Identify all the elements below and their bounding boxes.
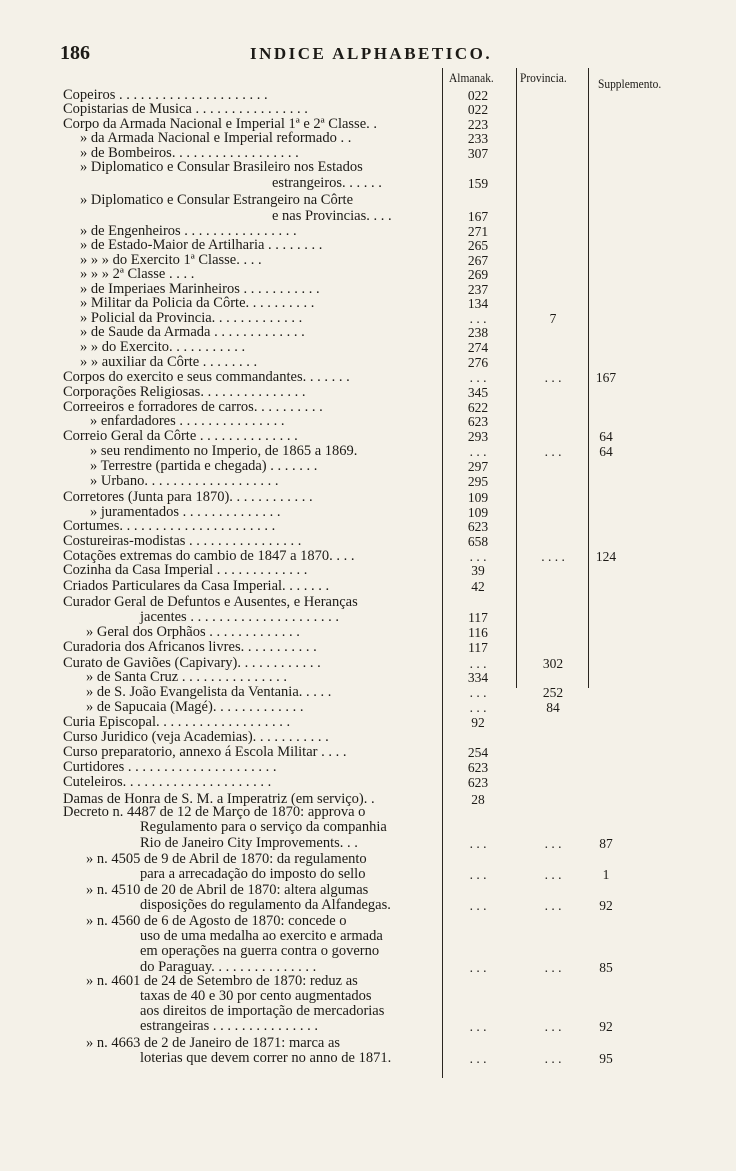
entry-text: Correeiros e forradores de carros. . . . . . . . . . xyxy=(63,399,323,415)
index-entry xyxy=(0,459,736,474)
entry-text: Cortumes. . . . . . . . . . . . . . . . . . . . . . xyxy=(63,518,276,534)
entry-text: Regulamento para o serviço da companhia xyxy=(140,819,387,835)
entry-almanak-page-value: 92 xyxy=(471,715,485,730)
entry-text: disposições do regulamento da Alfandegas. xyxy=(140,897,391,913)
entry-text: em operações na guerra contra o governo xyxy=(140,943,380,959)
entry-text: Curato de Gaviões (Capivary). . . . . . . . . . . . xyxy=(63,655,321,671)
entry-provincia-page-value: . . . xyxy=(544,1019,562,1034)
entry-text: » enfardadores . . . . . . . . . . . . . . . xyxy=(90,413,285,429)
entry-almanak-page-value: 297 xyxy=(467,459,489,474)
index-entry xyxy=(0,238,736,253)
entry-text: » Diplomatico e Consular Brasileiro nos Estados xyxy=(80,159,363,175)
entry-text: Costureiras-modistas . . . . . . . . . . . . . . . . xyxy=(63,533,302,549)
entry-text: Cuteleiros. . . . . . . . . . . . . . . . . . . . . xyxy=(63,774,272,790)
entry-almanak-page-value: 334 xyxy=(467,670,489,685)
page-number: 186 xyxy=(60,42,90,64)
entry-text: » n. 4560 de 6 de Agosto de 1870: concede o xyxy=(86,913,347,929)
entry-text: taxas de 40 e 30 por cento augmentados xyxy=(140,988,372,1004)
entry-almanak-page-value: 623 xyxy=(467,775,489,790)
entry-text: » de Saude da Armada . . . . . . . . . . . . . xyxy=(80,324,305,340)
index-entry xyxy=(0,685,736,700)
entry-text: Copeiros . . . . . . . . . . . . . . . . . . . . . xyxy=(63,87,268,103)
entry-text: » n. 4510 de 20 de Abril de 1870: altera algumas xyxy=(86,882,369,898)
entry-almanak-page-value: . . . xyxy=(469,867,487,882)
index-entry xyxy=(0,883,736,898)
entry-almanak-page-value: . . . xyxy=(469,1019,487,1034)
entry-text: estrangeiros. . . . . . xyxy=(272,175,382,191)
index-entry xyxy=(0,102,736,117)
index-entry xyxy=(0,563,736,578)
entry-provincia-page-value: . . . xyxy=(544,1051,562,1066)
entry-text: » » do Exercito. . . . . . . . . . . xyxy=(80,339,246,355)
entry-text: » n. 4601 de 24 de Setembro de 1870: reduz as xyxy=(86,973,358,989)
index-entry xyxy=(0,209,736,224)
entry-text: Cotações extremas do cambio de 1847 a 1870. . . . xyxy=(63,548,355,564)
entry-text: » Terrestre (partida e chegada) . . . . . . . xyxy=(90,458,318,474)
entry-text: Curador Geral de Defuntos e Ausentes, e Heranças xyxy=(63,594,358,610)
index-entry xyxy=(0,745,736,760)
index-entry xyxy=(0,805,736,820)
entry-text: aos direitos de importação de mercadorias xyxy=(140,1003,385,1019)
entry-provincia-page-value: . . . xyxy=(544,867,562,882)
entry-almanak-page-value: 254 xyxy=(467,745,489,760)
entry-text: Curso Juridico (veja Academias). . . . . . . . . . . xyxy=(63,729,329,745)
column-header-supplemento: Supplemento. xyxy=(598,76,662,91)
entry-provincia-page-value: . . . xyxy=(544,960,562,975)
entry-text: » de Engenheiros . . . . . . . . . . . . . . . . xyxy=(80,223,297,239)
index-entry xyxy=(0,176,736,191)
index-entry xyxy=(0,760,736,775)
entry-text: para a arrecadação do imposto do sello xyxy=(140,866,366,882)
index-entry xyxy=(0,944,736,959)
entry-almanak-page-value: 116 xyxy=(468,625,488,640)
index-entry xyxy=(0,296,736,311)
entry-text: » de Bombeiros. . . . . . . . . . . . . . . . . . xyxy=(80,145,299,161)
index-entry xyxy=(0,852,736,867)
column-header-almanak: Almanak. xyxy=(449,70,494,85)
entry-almanak-page-value: 39 xyxy=(471,563,485,578)
index-entry xyxy=(0,490,736,505)
entry-almanak-page-value: . . . xyxy=(469,549,487,564)
index-entry xyxy=(0,355,736,370)
entry-provincia-page-value: 252 xyxy=(542,685,564,700)
index-entry xyxy=(0,1051,736,1066)
entry-almanak-page-value: . . . xyxy=(469,836,487,851)
index-entry xyxy=(0,267,736,282)
entry-almanak-page-value: . . . xyxy=(469,898,487,913)
entry-almanak-page-value: 345 xyxy=(467,385,489,400)
entry-almanak-page-value: 271 xyxy=(467,224,489,239)
entry-text: » juramentados . . . . . . . . . . . . . . xyxy=(90,504,281,520)
entry-text: » seu rendimento no Imperio, de 1865 a 1869. xyxy=(90,443,358,459)
entry-text: » Militar da Policia da Côrte. . . . . . . . . . xyxy=(80,295,315,311)
entry-almanak-page-value: 117 xyxy=(468,640,488,655)
entry-text: » de S. João Evangelista da Ventania. . . . . xyxy=(86,684,332,700)
column-header-provincia: Provincia. xyxy=(520,70,567,85)
entry-almanak-page-value: 265 xyxy=(467,238,489,253)
index-entry xyxy=(0,534,736,549)
index-entry xyxy=(0,836,736,851)
entry-almanak-page-value: 658 xyxy=(467,534,489,549)
entry-text: » Policial da Provincia. . . . . . . . . . . . . xyxy=(80,310,303,326)
entry-text: Corretores (Junta para 1870). . . . . . . . . . . . xyxy=(63,489,313,505)
entry-supplemento-page-value: 95 xyxy=(599,1051,613,1066)
index-entry xyxy=(0,595,736,610)
entry-provincia-page-value: . . . . xyxy=(541,549,565,564)
entry-almanak-page-value: 167 xyxy=(467,209,489,224)
index-entry xyxy=(0,1036,736,1051)
entry-almanak-page-value: . . . xyxy=(469,685,487,700)
entry-text: jacentes . . . . . . . . . . . . . . . . . . . . . xyxy=(140,609,339,625)
index-entry xyxy=(0,989,736,1004)
entry-provincia-page-value: . . . xyxy=(544,898,562,913)
entry-almanak-page-value: 269 xyxy=(467,267,489,282)
entry-almanak-page-value: 623 xyxy=(467,519,489,534)
entry-almanak-page-value: 307 xyxy=(467,146,489,161)
entry-provincia-page-value: . . . xyxy=(544,444,562,459)
entry-almanak-page-value: . . . xyxy=(469,444,487,459)
entry-almanak-page-value: 022 xyxy=(467,102,489,117)
index-entry xyxy=(0,610,736,625)
entry-almanak-page-value: 622 xyxy=(467,400,489,415)
entry-supplemento-page-value: 92 xyxy=(599,1019,613,1034)
entry-provincia-page-value: 7 xyxy=(549,311,557,326)
index-entry xyxy=(0,579,736,594)
entry-text: » » » 2ª Classe . . . . xyxy=(80,266,195,282)
entry-almanak-page-value: 623 xyxy=(467,760,489,775)
entry-text: Damas de Honra de S. M. a Imperatriz (em serviço). . xyxy=(63,791,375,807)
index-entry xyxy=(0,730,736,745)
entry-text: » da Armada Nacional e Imperial reformado . . xyxy=(80,130,352,146)
entry-text: Correio Geral da Côrte . . . . . . . . . . . . . . xyxy=(63,428,298,444)
entry-almanak-page-value: . . . xyxy=(469,311,487,326)
index-entry xyxy=(0,625,736,640)
index-entry xyxy=(0,670,736,685)
entry-text: estrangeiras . . . . . . . . . . . . . . . xyxy=(140,1018,318,1034)
entry-almanak-page-value: . . . xyxy=(469,370,487,385)
entry-text: » Diplomatico e Consular Estrangeiro na Côrte xyxy=(80,192,354,208)
entry-supplemento-page-value: 64 xyxy=(599,429,613,444)
index-entry xyxy=(0,131,736,146)
entry-almanak-page-value: . . . xyxy=(469,656,487,671)
index-entry xyxy=(0,474,736,489)
entry-text: uso de uma medalha ao exercito e armada xyxy=(140,928,383,944)
entry-almanak-page-value: 42 xyxy=(471,579,485,594)
index-entry xyxy=(0,160,736,175)
entry-text: » Geral dos Orphãos . . . . . . . . . . . . . xyxy=(86,624,300,640)
index-entry xyxy=(0,640,736,655)
index-entry xyxy=(0,974,736,989)
entry-text: Curadoria dos Africanos livres. . . . . . . . . . . xyxy=(63,639,317,655)
entry-almanak-page-value: 233 xyxy=(467,131,489,146)
entry-text: » » auxiliar da Côrte . . . . . . . . xyxy=(80,354,258,370)
entry-supplemento-page-value: 1 xyxy=(602,867,610,882)
entry-supplemento-page-value: 85 xyxy=(599,960,613,975)
entry-text: » de Estado-Maior de Artilharia . . . . . . . . xyxy=(80,237,323,253)
entry-provincia-page-value: 84 xyxy=(546,700,560,715)
index-entry xyxy=(0,370,736,385)
entry-text: e nas Provincias. . . . xyxy=(272,208,392,224)
index-entry xyxy=(0,429,736,444)
entry-supplemento-page-value: 167 xyxy=(595,370,617,385)
entry-text: loterias que devem correr no anno de 1871. xyxy=(140,1050,392,1066)
entry-text: » de Sapucaia (Magé). . . . . . . . . . . . . xyxy=(86,699,304,715)
entry-provincia-page-value: 302 xyxy=(542,656,564,671)
index-entry xyxy=(0,325,736,340)
entry-almanak-page-value: . . . xyxy=(469,1051,487,1066)
entry-text: » Urbano. . . . . . . . . . . . . . . . . . . xyxy=(90,473,279,489)
index-entry xyxy=(0,414,736,429)
entry-almanak-page-value: 109 xyxy=(467,490,489,505)
entry-almanak-page-value: 623 xyxy=(467,414,489,429)
index-entry xyxy=(0,519,736,534)
index-entry xyxy=(0,929,736,944)
entry-text: » n. 4663 de 2 de Janeiro de 1871: marca as xyxy=(86,1035,341,1051)
entry-text: Cozinha da Casa Imperial . . . . . . . . . . . . . xyxy=(63,562,308,578)
index-entry xyxy=(0,385,736,400)
index-entry xyxy=(0,340,736,355)
index-entry xyxy=(0,715,736,730)
entry-almanak-page-value: . . . xyxy=(469,700,487,715)
entry-provincia-page-value: . . . xyxy=(544,836,562,851)
index-entry xyxy=(0,867,736,882)
entry-almanak-page-value: 109 xyxy=(467,505,489,520)
index-entry xyxy=(0,700,736,715)
entry-text: Criados Particulares da Casa Imperial. . . . . . . xyxy=(63,578,330,594)
entry-almanak-page-value: 28 xyxy=(471,792,485,807)
entry-almanak-page-value: 237 xyxy=(467,282,489,297)
entry-almanak-page-value: 274 xyxy=(467,340,489,355)
index-entry xyxy=(0,444,736,459)
entry-almanak-page-value: 276 xyxy=(467,355,489,370)
entry-text: Corpo da Armada Nacional e Imperial 1ª e 2ª Classe. . xyxy=(63,116,378,132)
entry-almanak-page-value: 238 xyxy=(467,325,489,340)
index-entry xyxy=(0,1004,736,1019)
entry-text: Corporações Religiosas. . . . . . . . . . . . . . . xyxy=(63,384,306,400)
entry-text: Corpos do exercito e seus commandantes. . . . . . . xyxy=(63,369,350,385)
entry-supplemento-page-value: 92 xyxy=(599,898,613,913)
index-entry xyxy=(0,898,736,913)
entry-almanak-page-value: . . . xyxy=(469,960,487,975)
entry-almanak-page-value: 295 xyxy=(467,474,489,489)
entry-almanak-page-value: 117 xyxy=(468,610,488,625)
entry-text: do Paraguay. . . . . . . . . . . . . . . xyxy=(140,959,317,975)
index-entry xyxy=(0,775,736,790)
entry-text: Curso preparatorio, annexo á Escola Militar . . . . xyxy=(63,744,347,760)
entry-text: » de Imperiaes Marinheiros . . . . . . . . . . . xyxy=(80,281,320,297)
entry-text: Curia Episcopal. . . . . . . . . . . . . . . . . . . xyxy=(63,714,291,730)
entry-almanak-page-value: 293 xyxy=(467,429,489,444)
entry-almanak-page-value: 134 xyxy=(467,296,489,311)
entry-supplemento-page-value: 87 xyxy=(599,836,613,851)
entry-almanak-page-value: 223 xyxy=(467,117,489,132)
entry-almanak-page-value: 267 xyxy=(467,253,489,268)
index-entry xyxy=(0,820,736,835)
entry-text: » de Santa Cruz . . . . . . . . . . . . . . . xyxy=(86,669,287,685)
entry-text: Curtidores . . . . . . . . . . . . . . . . . . . . . xyxy=(63,759,277,775)
index-entry xyxy=(0,193,736,208)
entry-text: Copistarias de Musica . . . . . . . . . . . . . . . . xyxy=(63,101,308,117)
entry-almanak-page-value: 159 xyxy=(467,176,489,191)
index-entry xyxy=(0,914,736,929)
entry-supplemento-page-value: 64 xyxy=(599,444,613,459)
page-title: INDICE ALPHABETICO. xyxy=(250,44,493,63)
entry-text: Decreto n. 4487 de 12 de Março de 1870: approva o xyxy=(63,804,366,820)
entry-text: Rio de Janeiro City Improvements. . . xyxy=(140,835,358,851)
entry-text: » » » do Exercito 1ª Classe. . . . xyxy=(80,252,262,268)
entry-supplemento-page-value: 124 xyxy=(595,549,617,564)
entry-provincia-page-value: . . . xyxy=(544,370,562,385)
index-entry xyxy=(0,1019,736,1034)
entry-almanak-page-value: 022 xyxy=(467,88,489,103)
entry-text: » n. 4505 de 9 de Abril de 1870: da regulamento xyxy=(86,851,367,867)
